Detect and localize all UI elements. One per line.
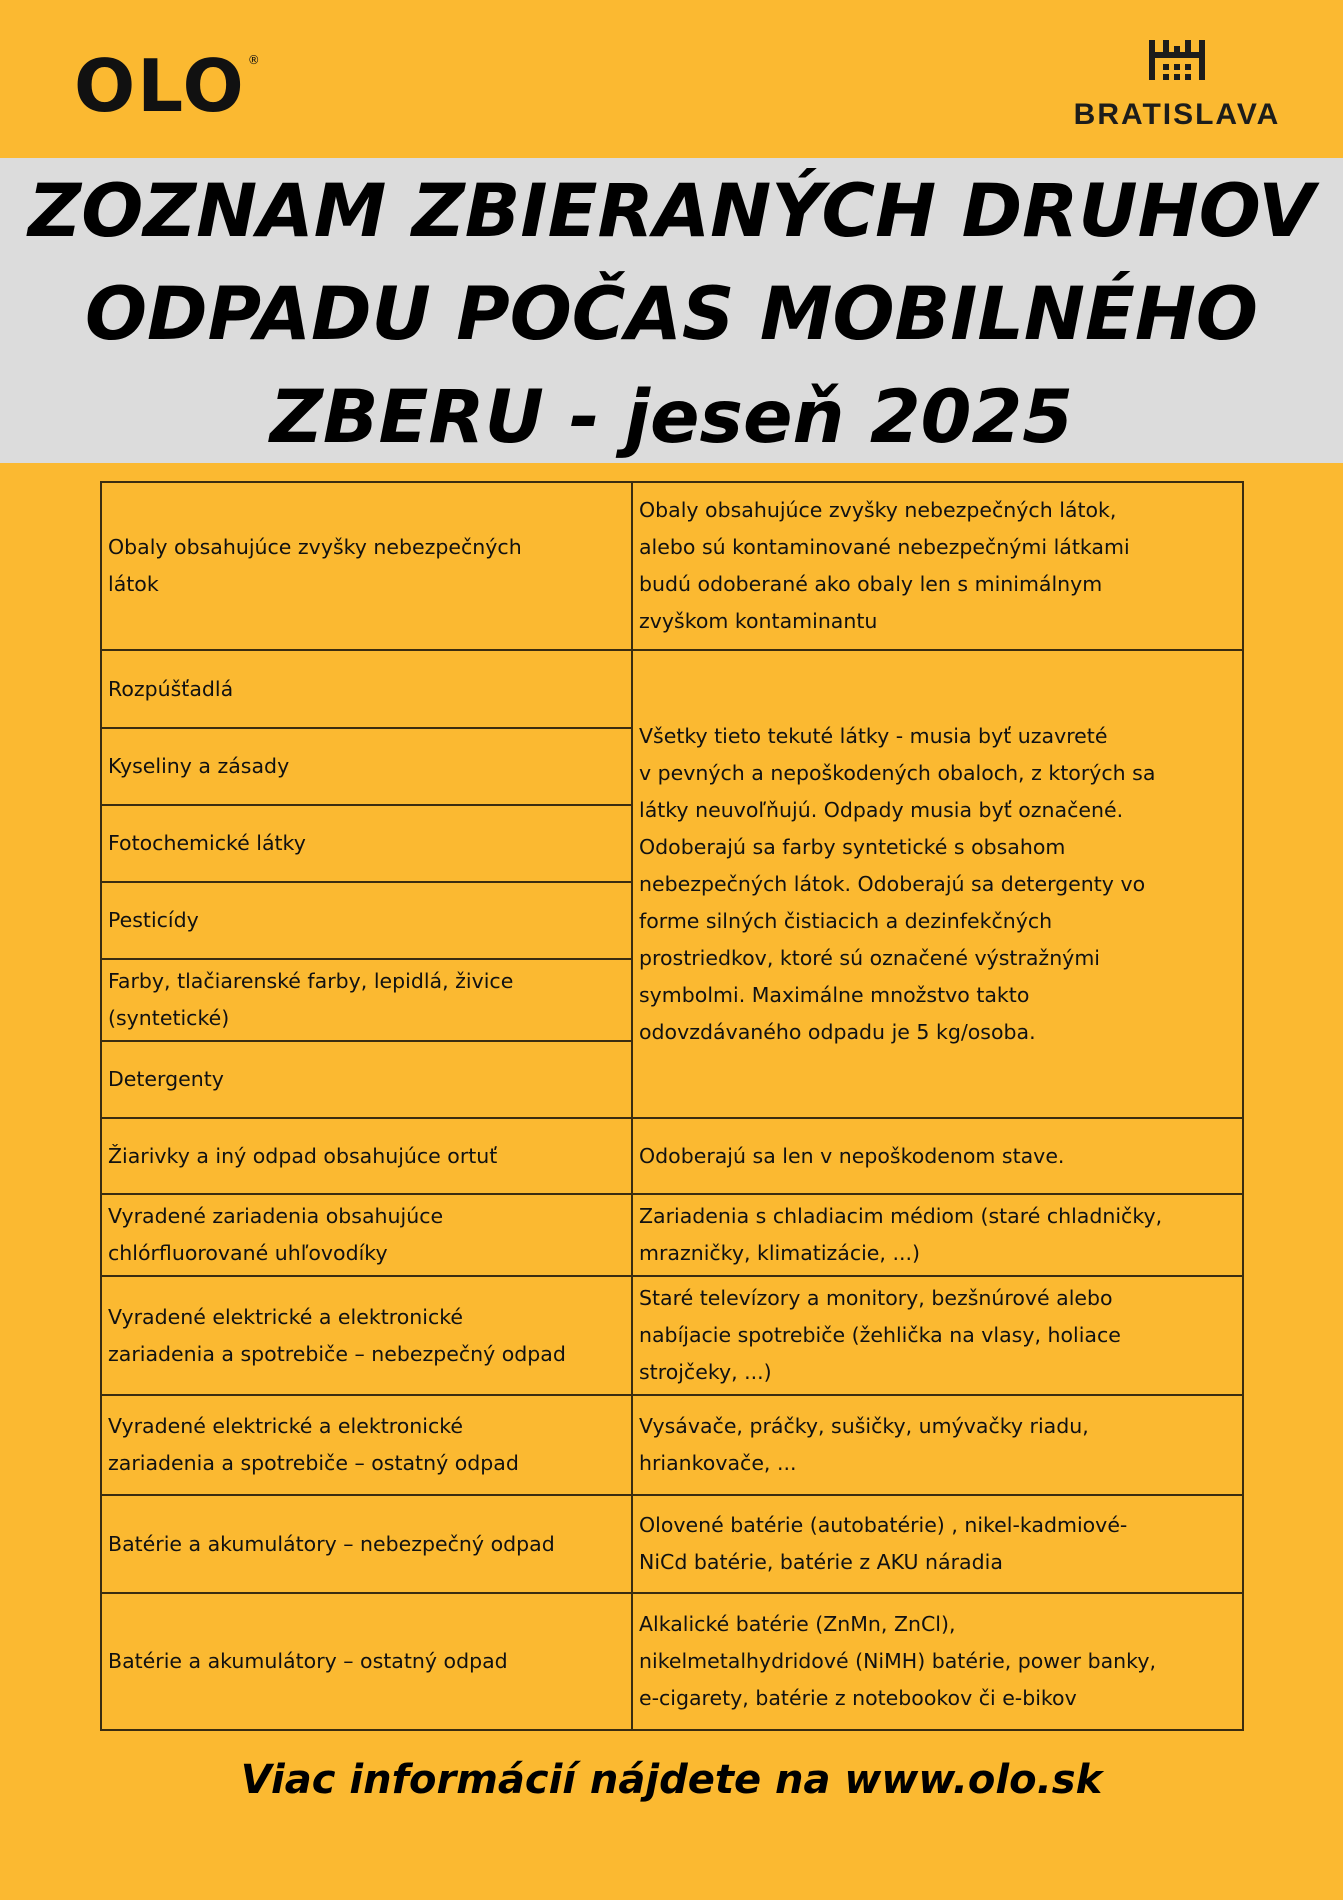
olo-logo-text: OLO [74,44,246,128]
olo-logo [74,44,262,128]
waste-note-cell: Alkalické batérie (ZnMn, ZnCl), nikelmetalhydridové (NiMH) batérie, power banky, e-cigarety, batérie z notebookov či e-bikov [632,1593,1243,1730]
title-line-1: ZOZNAM ZBIERANÝCH DRUHOV [28,169,1315,254]
waste-note-cell: Odoberajú sa len v nepoškodenom stave. [632,1118,1243,1194]
table-row [101,482,1243,650]
waste-type-cell: Vyradené zariadenia obsahujúce chlórfluorované uhľovodíky [101,1194,632,1276]
waste-type-cell: Fotochemické látky [101,805,632,882]
table-row [101,1495,1243,1593]
title-line-3: ZBERU - jeseň 2025 [269,375,1074,460]
waste-type-cell: Batérie a akumulátory – nebezpečný odpad [101,1495,632,1593]
footer-info: Viac informácií nájdete na www.olo.sk [240,1757,1103,1803]
table-row [101,1276,1243,1395]
table-row [101,1118,1243,1194]
table-row [101,1194,1243,1276]
waste-note-cell: Vysávače, práčky, sušičky, umývačky riadu, hriankovače, ... [632,1395,1243,1495]
waste-note-cell: Staré televízory a monitory, bezšnúrové alebo nabíjacie spotrebiče (žehlička na vlasy, holiace strojčeky, ...) [632,1276,1243,1395]
waste-note-cell: Obaly obsahujúce zvyšky nebezpečných látok, alebo sú kontaminované nebezpečnými látkami budú odoberané ako obaly len s minimálnym zvyškom kontaminantu [632,482,1243,650]
waste-type-cell: Obaly obsahujúce zvyšky nebezpečných látok [101,482,632,650]
title-line-2: ODPADU POČAS MOBILNÉHO [85,272,1258,357]
table-row [101,650,1243,728]
bratislava-logo-text: BRATISLAVA [1073,98,1281,131]
waste-types-table [100,481,1244,1731]
waste-type-cell: Pesticídy [101,882,632,959]
waste-type-cell: Detergenty [101,1041,632,1118]
table-row [101,1395,1243,1495]
bratislava-logo [1062,40,1292,132]
waste-type-cell: Batérie a akumulátory – ostatný odpad [101,1593,632,1730]
waste-type-cell: Rozpúšťadlá [101,650,632,728]
registered-mark: ® [247,53,262,67]
waste-type-cell: Kyseliny a zásady [101,728,632,805]
waste-type-cell: Žiarivky a iný odpad obsahujúce ortuť [101,1118,632,1194]
waste-type-cell: Farby, tlačiarenské farby, lepidlá, živice (syntetické) [101,959,632,1041]
waste-note-cell: Všetky tieto tekuté látky - musia byť uzavreté v pevných a nepoškodených obaloch, z ktorých sa látky neuvoľňujú. Odpady musia byť označené. Odoberajú sa farby syntetické s obsahom nebezpečných látok. Odoberajú sa detergenty vo forme silných čistiacich a dezinfekčných prostriedkov, ktoré sú označené výstražnými symbolmi. Maximálne množstvo takto odovzdávaného odpadu je 5 kg/osoba. [632,650,1243,1118]
table-row [101,1593,1243,1730]
bratislava-castle-icon [1147,40,1207,90]
waste-note-cell: Olovené batérie (autobatérie) , nikel-kadmiové- NiCd batérie, batérie z AKU náradia [632,1495,1243,1593]
page-title [0,160,1343,469]
waste-note-cell: Zariadenia s chladiacim médiom (staré chladničky, mrazničky, klimatizácie, ...) [632,1194,1243,1276]
waste-type-cell: Vyradené elektrické a elektronické zariadenia a spotrebiče – nebezpečný odpad [101,1276,632,1395]
waste-type-cell: Vyradené elektrické a elektronické zariadenia a spotrebiče – ostatný odpad [101,1395,632,1495]
